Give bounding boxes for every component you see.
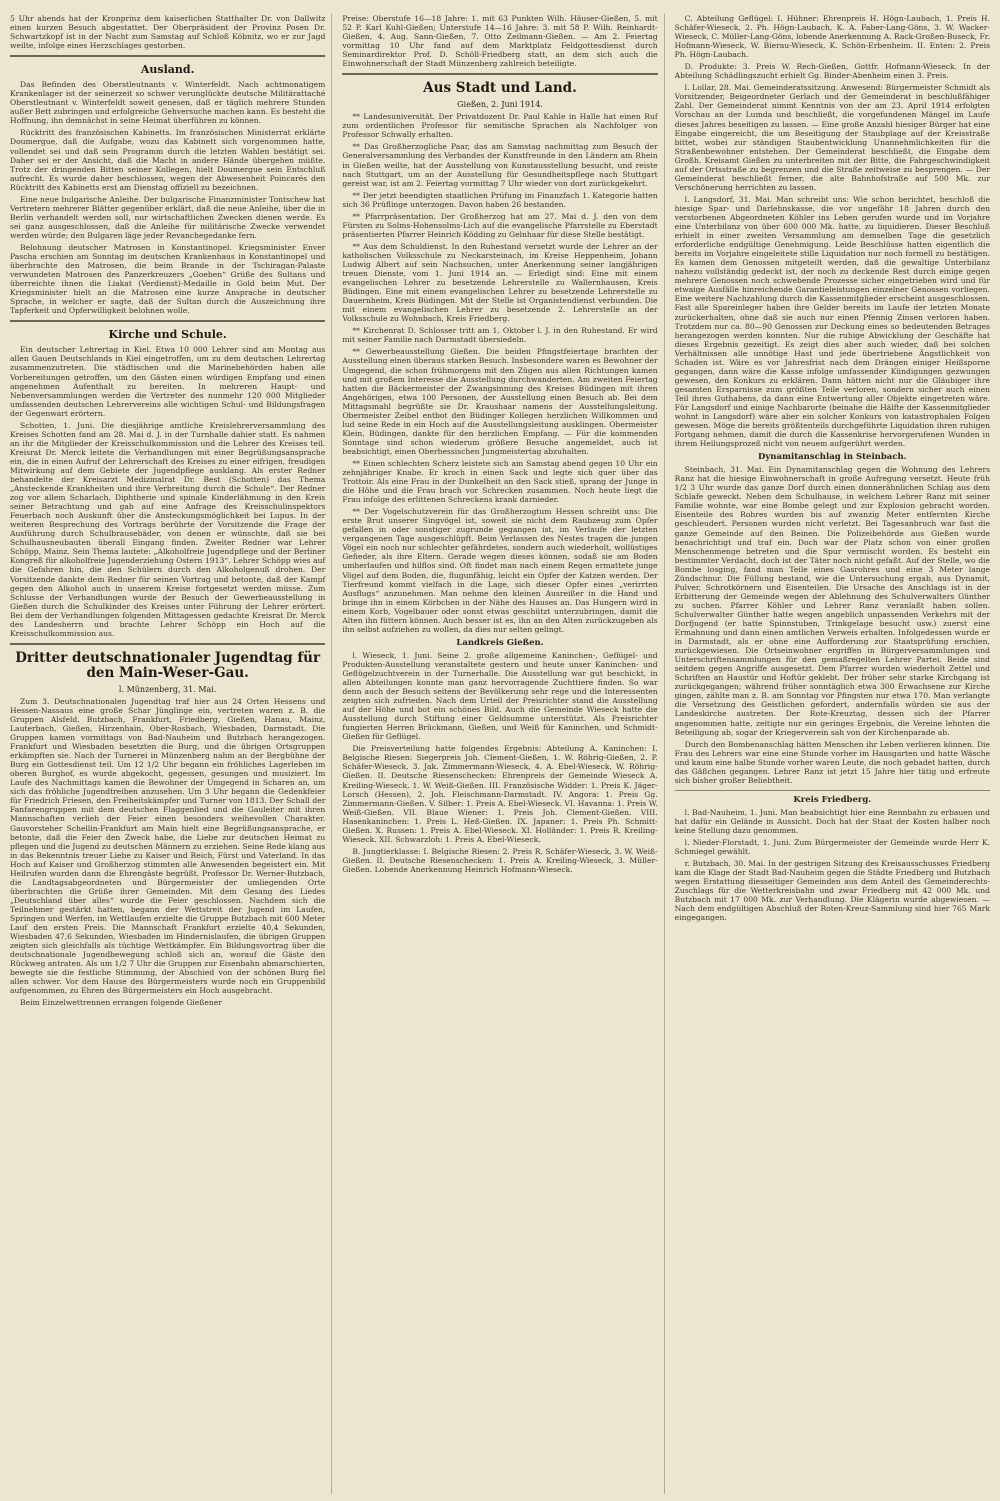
article-paragraph: ** Einen schlechten Scherz leistete sich am Samstag abend gegen 10 Uhr ein zehnjähriger Knabe. Er kroch in einen Sack und legte sich quer über das Trottoir. Als eine Frau in der Dunkelheit an den Sack stieß, sprang der Junge in die Höhe und die Frau brach vor Schrecken zusammen. Noch heute liegt die Frau infolge des erlittenen Schreckens krank darnieder. bbox=[342, 458, 658, 505]
intro-text: 5 Uhr abends hat der Kronprinz dem kaiserlichen Statthalter Dr. von Dallwitz einen kurzen Besuch abgestattet. Der Oberpräsident der Provinz Posen Dr. Schwartzkopf ist in der Nacht zum Samstag auf Schloß Köbnitz, wo er zur Jagd weilte, infolge eines Herzschlages gestorben. bbox=[10, 14, 326, 51]
article-paragraph: ** Der jetzt beendigten staatlichen Prüfung im Finanzfach 1. Kategorie hatten sich 36 Prüflinge unterzogen. Davon haben 26 bestanden. bbox=[342, 190, 658, 209]
article-paragraph: r. Butzbach, 30. Mai. In der gestrigen Sitzung des Kreisausschusses Friedberg kam die Klage der Stadt Bad-Nauheim gegen die Städte Friedberg und Butzbach wegen Erstattung diesseitiger Gemeinden aus dem Anteil des Gemeinderechts-Zuschlags für die Wetterkreisbahn und zwar Friedberg mit 42 000 Mk. und Butzbach mit 17 000 Mk. zur Verhandlung. Die Klägerin wurde abgewiesen. — Nach dem endgültigen Abschluß der Roten-Kreuz-Sammlung sind hier 765 Mark eingegangen. bbox=[674, 859, 990, 923]
article-dateline: l. Münzenberg, 31. Mai. bbox=[118, 684, 217, 694]
article-paragraph: Die Preisverteilung hatte folgendes Ergebnis: Abteilung A. Kaninchen: I. Belgische Riesen: Siegerpreis Joh. Clement-Gießen, 1. W. Röhrig-Gießen, 2. P. Schäfer-Wieseck, 3. Jak. Zimmermann-Wieseck, 4. A. Ebel-Wieseck, W. Röhrig-Gießen. II. Deutsche Riesenschecken: Ehrenpreis der Gemeinde Wieseck A. Kreiling-Wieseck, 1. W. Weiß-Gießen. III. Französische Widder: 1. Preis K. Jäger-Lorsch (Hessen), 2. Joh. Fleischmann-Darmstadt. IV. Angora: 1. Preis Gg. Zimmermann-Gießen. V. Silber: 1. Preis A. Ebel-Wieseck. VI. Havanna: 1. Preis W. Weiß-Gießen. VII. Blaue Wiener: 1. Preis Joh. Clement-Gießen. VIII. Hasenkaninchen: 1. Preis L. Heß-Gießen. IX. Japaner: 1. Preis Ph. Schmitt-Gießen. X. Russen: 1. Preis A. Ebel-Wieseck. XI. Holländer: 1. Preis R. Kreiling-Wieseck. XII. Schwarzloh: 1. Preis A. Ebel-Wieseck. bbox=[342, 744, 658, 844]
article-paragraph: Das Befinden des Oberstleutnants v. Winterfeldt. Nach achtmonatigem Krankenlager ist der seinerzeit so schwer verunglückte deutsche Militärattaché Oberstleutnant v. Winterfeldt soweit genesen, daß er täglich mehrere Stunden außer Bett zubringen und erfolgreiche Gehversuche machen kann. Es besteht die Hoffnung, ihn demnächst in seine Heimat überführen zu können. bbox=[10, 80, 326, 126]
article-paragraph: ** Landesuniversität. Der Privatdozent Dr. Paul Kahle in Halle hat einen Ruf zum ordentlichen Professor für semitische Sprachen als Nachfolger von Professor Schwally erhalten. bbox=[342, 112, 658, 140]
article-paragraph: ** Gewerbeausstellung Gießen. Die beiden Pfingstfeiertage brachten der Ausstellung einen überaus starken Besuch. Insbesondere waren es Bewohner der Umgegend, die schon frühmorgens mit den Zügen aus allen Richtungen kamen und mit großem Interesse die Ausstellung durchwanderten. Am zweiten Feiertag hatten die Bäckermeister der Zwangsinnung des Kreises Büdingen mit ihren Angehörigen, etwa 100 Personen, der Ausstellung einen Besuch ab. Bei dem Mittagsmahl begrüßte sie Dr. Kraushaar namens der Ausstellungsleitung. Obermeister Zeibel entbot den Büdinger Kollegen herzlichen Willkommen und lud seine Rede in ein Hoch auf die Ausstellungsleitung ausklingen. Obermeister Klein, Büdingen, dankte für den herzlichen Empfang. — Für die kommenden Sonntage sind schon wiederum größere Besuche angemeldet, auch ist beabsichtigt, einen Oberhessischen Jungmeistertag abzuhalten. bbox=[342, 347, 658, 456]
article-paragraph: ** Pfarrpräsentation. Der Großherzog hat am 27. Mai d. J. den von dem Fürsten zu Solms-Hohensolms-Lich auf die evangelische Pfarrstelle zu Eberstadt präsentierten Pfarrer Heinrich Ködding zu Gelnhaar für diese Stelle bestätigt. bbox=[342, 211, 658, 239]
article-paragraph: Steinbach, 31. Mai. Ein Dynamitanschlag gegen die Wohnung des Lehrers Ranz hat die hiesige Einwohnerschaft in große Aufregung versetzt. Heute früh 1/2 3 Uhr wurde das ganze Dorf durch einen donnerähnlichen Schlag aus dem Schlafe geweckt. Neben dem Schulhause, in welchem Lehrer Ranz mit seiner Familie wohnte, war eine Bombe gelegt und zur Explosion gebracht worden. Eisenteile des Rohres wurden bis auf zwanzig Meter entfernten Kirche geschleudert. Personen wurden nicht verletzt. Bei Tagesanbruch war fast die ganze Gemeinde auf den Beinen. Die Polizeibehörde aus Gießen wurde benachrichtigt und traf ein. Doch war der Platz schon von einer großen Menschenmenge betreten und die Spur vermischt worden. Es besteht ein bestimmter Verdacht, doch ist der Täter noch nicht gefaßt. Auf der Stelle, wo die Bombe losging, fand man Teile eines Gasrohres und eine 3 Meter lange Zündschnur. Die Füllung bestand, wie die Untersuchung ergab, aus Dynamit, Pulver, Schrotkörnern und Eisenteilen. Die Ursache des Anschlags ist in der Erbitterung der Gemeinde wegen der Ablehnung des Schulverwalters Günther zu suchen. Pfarrer Köhler und Lehrer Ranz veranlaßt haben sollen. Schulverwalter Günther hatte wegen angeblich unpassenden Verkehrs mit der Dorfjugend (er hatte Spinnstuben, Trinkgelage besucht usw.) zuerst eine Ermahnung und dann einen amtlichen Verweis erhalten. Infolgedessen wurde er in Darmstadt, als er ohne eine Aufforderung zur Staatsprüfung erschien, zurückgewiesen. Die Ortseinwohner ergriffen in Bürgerversammlungen und Unterschriftensammlungen für den gemaßregelten Lehrer Partei. Beide sind seitdem gegen Angriffe ausgesetzt. Dem Pfarrer wurden wiederholt Zettel und Schriften an Haustür und Hoftür geklebt. Der früher sehr starke Kirchgang ist zurückgegangen; während früher sonntäglich etwa 300 Erwachsene zur Kirche gingen, zählte man z. B. am Sonntag vor Pfingsten nur etwa 170. Man verlangte die Versetzung des Geistlichen gefordert, andernfalls würden sie aus der Landeskirche austreten. Der Rote-Kreuztag, dessen sich der Pfarrer angenommen hatte, zeitigte nur ein geringes Ergebnis, die Vereine lehnten die Beteiligung ab, sogar der Kriegerverein sah von der Kirchenparade ab. bbox=[674, 465, 990, 737]
article-paragraph: Schotten, 1. Juni. Die diesjährige amtliche Kreislehrerversammlung des Kreises Schotten fand am 28. Mai d. J. in der Turnhalle dahier statt. Es nahmen an ihr die Mitglieder der Kreisschulkommission und die Lehrer des Kreises teil. Kreisrat Dr. Merck leitete die Verhandlungen mit einer Begrüßungsansprache ein, die in einen Aufruf der Lehrerschaft des Kreises zu einer eifrigen, freudigen Mitwirkung auf dem Gebiete der Jugendpflege ausklang. Als erster Redner behandelte der Kreisarzt Medizinalrat Dr. Best (Schotten) das Thema „Ansteckende Krankheiten und ihre Verbreitung durch die Schule“. Der Redner zog vor allem Scharlach, Diphtherie und spinale Kinderlähmung in den Kreis seiner Betrachtung und gab auf eine Anfrage des Kreisschulinspektors Feuerbach noch Auskunft über die Ansteckungsmöglichkeit bei Lupus. In der weiteren Besprechung des Vortrags berührte der Vorsitzende die Frage der Ausführung durch Schulbrausebäder, von denen er wünschte, daß sie bei Schulhausneubauten überall Eingang finden. Zweiter Redner war Lehrer Schöpp, Mainz. Sein Thema lautete: „Alkoholfreie Jugendpflege und der Berliner Kongreß für alkoholfreie Jugenderziehung Ostern 1913“. Lehrer Schöpp wies auf die Gefahren hin, die den Schülern durch den Alkoholgenuß drohen. Der Vorsitzende dankte dem Redner für seinen Vortrag und betonte, daß der Kampf gegen den Alkohol auch in unserem Kreise fortgesetzt werden müsse. Zum Schlusse der Verhandlungen wurde der Besuch der Gewerbeausstellung in Gießen durch die Schulkinder des Kreises unter Führung der Lehrer erörtert. Bei dem der Verhandlungen folgenden Mittagessen gedachte Kreisrat Dr. Merck des Landesherrn und brachte Lehrer Schöpp ein Hoch auf die Kreisschulkommission aus. bbox=[10, 420, 326, 638]
section-heading-jugendtag: Dritter deutschnationaler Jugendtag für den Main-Weser-Gau. bbox=[15, 649, 321, 681]
article-paragraph: Zum 3. Deutschnationalen Jugendtag traf hier aus 24 Orten Hessens und Hessen-Nassaus eine große Schar Jünglinge ein, vertreten waren z. B. die Gruppen Alsfeld, Butzbach, Frankfurt, Friedberg, Gießen, Hanau, Mainz, Lauterbach, Gießen, Hirzenhain, Ober-Rosbach, Wiesbaden, Darmstadt. Die Gruppen kamen vormittags von Bad-Nauheim und Butzbach herangezogen. Frankfurt und Wiesbaden besetzten die Burg, und die übrigen Ortsgruppen erkämpften sie. Nach der Turnerei in Münzenberg nahm an der Bergbühne der Burg ein Gottesdienst teil. Um 12 1/2 Uhr begann ein fröhliches Lagerleben im oberen Burghof, es wurde abgekocht, gegessen, gesungen und musiziert. Im Laufe des Nachmittags kamen die Bewohner der Umgegend in Scharen an, um sich das fröhliche Jugendtreiben anzusehen. Um 3 Uhr begann die Gedenkfeier für Friedrich Friesen, den Freiheitskämpfer und Turner von 1813. Der Schall der Fanfarengruppen mit dem deutschen Flaggenlied und die Gauleiter mit ihren Mannschaften verlieh der Feier einen besonders weihevollen Charakter. Gauvorsteher Schellin-Frankfurt am Main hielt eine Begrüßungsansprache, er betonte, daß die Feier den Zweck habe, die Liebe zur deutschen Heimat zu pflegen und die Jugend zu deutschen Männern zu erziehen. Seine Rede klang aus in das Bekenntnis treuer Liebe zu Kaiser und Reich, Fürst und Vaterland. In das Hoch auf Kaiser und Großherzog stimmten alle Anwesenden begeistert ein. Mit Heilrufen wurden dann die Ehrengäste begrüßt. Professor Dr. Werner-Butzbach, die Landtagsabgeordneten und Bürgermeister der umliegenden Orte überbrachten die Grüße ihrer Gemeinden. Mit dem Gesang des Liedes „Deutschland über alles“ wurde die Feier geschlossen. Nachdem sich die Teilnehmer gestärkt hatten, begann der Wettstreit der Jugend im Laufen, Springen und Werfen, im Wettlaufen erzielte die Gruppe Butzbach mit 600 Meter Lauf den ersten Preis. Die Mannschaft Frankfurt erzielte 40,4 Sekunden, Wiesbaden 47,6 Sekunden, Wiesbaden im Hindernislaufen, die übrigen Gruppen zeigten sich gleichfalls als tüchtige Wettkämpfer. Ein Bildungsvortrag über die deutschnationale Jugendbewegung schloß sich an, worauf die Gäste den Rückweg antraten. Als um 1/2 7 Uhr die Gruppen zur Eisenbahn abmarschierten, bewegte sie die festliche Stimmung, der Abschied von der schönen Burg fiel allen schwer. Vor dem Hause des Bürgermeisters wurde noch ein Gruppenbild aufgenommen, zu Ehren des Bürgermeisters ein Hoch ausgebracht. bbox=[10, 696, 326, 996]
article-dateline: Gießen, 2. Juni 1914. bbox=[457, 100, 543, 110]
article-paragraph: D. Produkte: 3. Preis W. Rech-Gießen, Gottfr. Hofmann-Wieseck. In der Abteilung Schädlingszucht erhielt Gg. Binder-Abenheim einen 3. Preis. bbox=[674, 62, 990, 81]
article-paragraph: l. Nieder-Florstadt, 1. Juni. Zum Bürgermeister der Gemeinde wurde Herr K. Schmiegel gewählt. bbox=[674, 837, 990, 857]
article-paragraph: l. Langsdorf, 31. Mai. Man schreibt uns: Wie schon berichtet, beschloß die hiesige Spar- und Darlehnskasse, die vor ungefähr 18 Jahren durch den verstorbenen Abgeordneten Köhler ins Leben gerufen wurde und im Vorjahre eine Unterbilanz von über 600 000 Mk. hatte, zu liquidieren. Dieser Beschluß erhielt in einer zweiten Versammlung am demselben Tage die gesetzlich erforderliche endgültige Genehmigung. Leide Beschlüsse hatten eigentlich die bereits im Vorjahre eingeleitete stille Liquidation nur noch formell zu bestätigen. Es kamen dem Genossen mitgeteilt werden, daß die gewaltige Unterbilanz nahezu vollständig gedeckt ist, der noch zu deckende Rest durch einige gegen mehrere Genossen noch schwebende Prozesse sicher eingetrieben wird und für etwaige Ausfälle hinreichende Garantieleistungen einzelner Genossen vorliegen. Eine weitere Nachzahlung durch die Kassenmitglieder erscheint ausgeschlossen. Fast alle Spareinleger haben ihre Gelder bereits im Laufe der letzten Monate zurückerhalten, ohne daß sie auch nur einen Pfennig Zinsen verloren haben. Trotzdem nur ca. 80—90 Genossen zur Deckung eines so bedeutenden Betrages herangezogen werden konnten. Nur die ruhige Abwicklung der Geschäfte hat dieses Ergebnis gezeitigt. Es zeigt dies aber auch wieder, daß bei solchen Verhältnissen alle unnötige Hast und jede übertriebene Ängstlichkeit von Schaden ist. Wäre es vor Jahresfrist nach dem Drängen einiger Heißsporne gegangen, dann wäre die Kasse infolge umfassender Kündigungen gezwungen gewesen, den Konkurs zu erklären. Dann hätten nicht nur die Gläubiger ihre gesamten Ersparnisse zum größten Teile verloren, sondern sicher auch einen Teil ihres Guthabens, da dann eine Entwertung aller Objekte eingetreten wäre. Für Langsdorf und einige Nachbarorte (beinahe die Hälfte der Kassenmitglieder wohnt in Langsdorf) wäre aber ein solcher Konkurs von katastrophalen Folgen gewesen. Möge die bereits größtenteils durchgeführte Liquidation ihren ruhigen Fortgang nehmen, damit die durch die Kassenkrise hervorgerufenen Wunden in ihrem Heilungsprozeß nicht von neuem aufgerührt werden. bbox=[674, 194, 990, 449]
article-paragraph: ** Der Vogelschutzverein für das Großherzogtum Hessen schreibt uns: Die erste Brut unserer Singvögel ist, soweit sie nicht dem Raubzeug zum Opfer gefallen in oder sonstiger zugrunde gegangen ist, im Verlaufe der letzten vergangenen Tage ausgeschlüpft. Beim Verlassen des Nestes tragen die jungen Vögel ein noch nur schlechter gefährdetes, sondern auch wiederholt, wollüstiges Gefieder, als ihre Eltern. Gerade wegen dieses können, sodaß sie am Boden umherlaufen und hilflos sind. Oft findet man nach einem Regen ermattete junge Vögel auf dem Boden, die, flugunfähig, leicht ein Opfer der Katzen werden. Der Tierfreund kommt vielfach in die Lage, sich dieser Opfer eines „verirrten Ausflugs“ anzunehmen. Man nehme den kleinen Ausreißer in die Hand und bringe ihn in einem Körbchen in der Nähe des Hauses an. Das Hungern wird in einem Korb, Vogelbauer oder sonst etwas geschützt unterzubringen, damit die Alten ihn füttern können. Auch besser ist es, ihn an den Alten zurückzugeben als ihn selbst aufziehen zu wollen, da dies nur selten gelingt. bbox=[342, 507, 658, 634]
article-paragraph: B. Jungtierklasse: I. Belgische Riesen: 2. Preis R. Schäfer-Wieseck, 3. W. Weiß-Gießen. II. Deutsche Riesenschecken: 1. Preis A. Kreiling-Wieseck, 3. Müller-Gießen. Lobende Anerkennung Heinrich Hofmann-Wieseck. bbox=[342, 846, 658, 874]
section-heading-ausland: Ausland. bbox=[140, 63, 195, 77]
section-rule bbox=[10, 320, 325, 322]
article-paragraph: C. Abteilung Geflügel: I. Hühner: Ehrenpreis H. Högn-Laubach, 1. Preis H. Schäfer-Wieseck, 2. Ph. Högn-Laubach, K. A. Faber-Lang-Göns, 3. W. Wacker-Wieseck, C. Müller-Lang-Göns, lobende Anerkennung A. Rack-Großen-Buseck, Fr. Hofmann-Wieseck, W. Bierau-Wieseck, K. Schön-Erbenheim. II. Enten: 2. Preis Ph. Högn-Laubach. bbox=[674, 14, 990, 60]
article-paragraph: Ein deutscher Lehrertag in Kiel. Etwa 10 000 Lehrer sind am Montag aus allen Gauen Deutschlands in Kiel eingetroffen, um zu dem deutschen Lehrertag zusammenzutreten. Die städtischen und die Marinebehörden haben alle Vorbereitungen getroffen, um den Gästen einen würdigen Empfang und einen angenehmen Aufenthalt zu bereiten. In mehreren Haupt- und Nebenversammlungen werden die Vertreter des nunmehr 120 000 Mitglieder umfassenden deutschen Lehrervereins alle wichtigen Schul- und Bildungsfragen der Gegenwart erörtern. bbox=[10, 345, 326, 418]
article-paragraph: l. Lollar, 28. Mai. Gemeinderatssitzung. Anwesend: Bürgermeister Schmidt als Vorsitzender, Beigeordneter Gerlach und der Gemeinderat in beschlußfähiger Zahl. Der Gemeinderat nimmt Kenntnis von der am 23. April 1914 erfolgten Vorschau an der Lumda und beschließt, die vorgefundenen Mängel im Laufe dieses Jahres beseitigen zu lassen. — Eine große Anzahl hiesiger Bürger hat eine Eingabe eingereicht, die um Beseitigung der Staubplage auf der Kreisstraße bittet, wobei zur ständigen Staubentwicklung Unannehmlichkeiten für die Straßenbewohner entstehen. Der Gemeinderat beschließt, die Eingabe dem Großh. Kreisamt Gießen zu unterbreiten mit der Bitte, die Fahrgeschwindigkeit auf der Ortsstraße zu begrenzen und die Straße zeitweise zu besprengen. — Der Gemeinderat beschließt ferner, die alte Bahnhofstraße auf 500 Mk. zur Verschönerung herrichten zu lassen. bbox=[674, 83, 990, 192]
article-paragraph: ** Das Großherzogliche Paar, das am Samstag nachmittag zum Besuch der Generalversammlung des Verbandes der Kunstfreunde in den Ländern am Rhein in Gießen weilte, hat der Ausstellung von Kunstausstellung besucht, und reiste nach Stuttgart, um an der Ausstellung für Gesundheitspflege nach Stuttgart gereist war, ist am 2. Feiertag vormittag 7 Uhr wieder von dort zurückgekehrt. bbox=[342, 142, 658, 188]
article-paragraph: l. Wieseck, 1. Juni. Seine 2. große allgemeine Kaninchen-, Geflügel- und Produkten-Ausstellung veranstaltete gestern und heute unser Kaninchen- und Geflügelzuchtverein in der Turnerhalle. Die Ausstellung war gut beschickt, in allen Abteilungen konnte man ganz hervorragende Zuchttiere finden. So war denn auch der Besuch seitens der Bevölkerung sehr rege und die Interessenten zeigten sich zufrieden. Nach dem Urteil der Preisrichter stand die Ausstellung auf der Höhe und bot ein schönes Bild. Auch die Gemeinde Wieseck hatte die Ausstellung durch Stiftung einer Geldsumme unterstützt. Als Preisrichter fungierten Herren Brückmann, Gießen, und Weiß für Kaninchen, und Schmidt-Gießen für Geflügel. bbox=[342, 650, 658, 742]
intro-text: Preise: Oberstufe 16—18 Jahre: 1. mit 63 Punkten Wilh. Häuser-Gießen, 5. mit 52 P. Karl Kuhl-Gießen; Unterstufe 14—16 Jahre: 3. mit 58 P. Wilh. Reinhardt-Gießen, 4. Aug. Sann-Gießen, 7. Otto Zeilmann-Gießen. — Am 2. Feiertag vormittag 10 Uhr fand auf dem Marktplatz Feldgottesdienst durch Seminardirektor Prof. D. Schöll-Friedberg statt, an dem sich auch die Einwohnerschaft der Stadt Münzenberg zahlreich beteiligte. bbox=[342, 14, 658, 69]
subsection-heading-landkreis: Landkreis Gießen. bbox=[456, 637, 544, 648]
article-paragraph: Eine neue bulgarische Anleihe. Der bulgarische Finanzminister Tontschew hat Vertretern mehrerer Blätter gegenüber erklärt, daß die neue Anleihe, über die in Berlin verhandelt werden soll, nur wirtschaftlichen Zwecken dienen werde. Es sei ganz ausgeschlossen, daß die Anleihe für militärische Zwecke verwendet werden würde; den Bulgaren läge jeder Revanchegedanke fern. bbox=[10, 194, 326, 240]
section-rule bbox=[675, 790, 990, 791]
article-paragraph: ** Aus dem Schuldienst. In den Ruhestand versetzt wurde der Lehrer an der katholischen Volksschule zu Neckarsteinach, im Kreise Heppenheim, Johann Ludwig Albert auf sein Nachsuchen, unter Anerkennung seiner langjährigen treuen Dienste, vom 1. Juni 1914 an. — Erledigt sind: Eine mit einem evangelischen Lehrer zu besetzende Lehrerstelle zu Wallernhausen, Kreis Büdingen. Eine mit einem evangelischen Lehrer zu besetzende Lehrerstelle zu Dauernheim, Kreis Büdingen. Mit der Stelle ist Organistendienst verbunden. Die mit einem evangelischen Lehrer zu besetzende 2. Lehrerstelle an der Volksschule zu Wohnbach, Kreis Friedberg. bbox=[342, 241, 658, 324]
section-heading-stadt: Aus Stadt und Land. bbox=[423, 80, 577, 97]
article-paragraph: l. Bad-Nauheim, 1. Juni. Man beabsichtigt hier eine Rennbahn zu erbauen und hat dafür ein Gelände in Aussicht. Doch hat der Staat der Kosten halber noch keine Stellung dazu genommen. bbox=[674, 807, 990, 835]
article-paragraph: Belohnung deutscher Matrosen in Konstantinopel. Kriegsminister Enver Pascha erschien am Sonntag im deutschen Krankenhaus in Konstantinopel und überbrachte den Matrosen, die beim Brande in der Tschiragan-Palaste verwundeten Matrosen des Panzerkreuzers „Goeben“ Grüße des Sultans und überreichte ihnen die Liakat (Verdienst)-Medaille in Gold beim Mut. Der Kriegsminister hielt an die Matrosen eine kurze Ansprache in deutscher Sprache, in welcher er sagte, daß der Sultan durch die Auszeichnung ihre Tapferkeit und Opferwilligkeit belohnen wolle. bbox=[10, 242, 326, 316]
subsection-heading-dynamit: Dynamitanschlag in Steinbach. bbox=[758, 452, 907, 463]
section-heading-kirche: Kirche und Schule. bbox=[108, 328, 227, 342]
section-rule bbox=[10, 55, 325, 57]
section-rule bbox=[342, 73, 657, 75]
column-3 bbox=[675, 14, 990, 1494]
column-2 bbox=[342, 14, 664, 1494]
column-1 bbox=[10, 14, 332, 1494]
article-paragraph: Beim Einzelwettrennen errangen folgende Gießener bbox=[20, 998, 222, 1008]
article-paragraph: Rücktritt des französischen Kabinetts. Im französischen Ministerrat erklärte Doumergue, daß die Aufgabe, wozu das Kabinett sich vorgenommen hatte, vollendet sei und daß sein Programm durch die letzten Wahlen bestätigt sei. Daher sei er der Ansicht, daß die Macht in andere Hände übergehen müßte. Trotz der dringenden Bitten seiner Kollegen, hielt Doumergue sein Entschluß aufrecht. Es wurde daher beschlossen, wegen der Abwesenheit Poincarés den Rücktritt des Kabinetts erst am Dienstag offiziell zu bezeichnen. bbox=[10, 128, 326, 192]
article-paragraph: Durch den Bombenanschlag hätten Menschen ihr Leben verlieren können. Die Frau des Lehrers war eine eine Stunde vorher im Hausgarten und hatte Wäsche und kaum eine halbe Stunde vorher waren Leute, die noch gebadet hatten, durch das Gäßchen gegangen. Lehrer Ranz ist jetzt 15 Jahre hier tätig und erfreute sich bisher großer Beliebtheit. bbox=[674, 739, 990, 785]
article-paragraph: ** Kirchenrat D. Schlosser tritt am 1. Oktober l. J. in den Ruhestand. Er wird mit seiner Familie nach Darmstadt übersiedeln. bbox=[342, 326, 658, 345]
section-rule bbox=[10, 643, 325, 645]
subsection-heading-friedberg: Kreis Friedberg. bbox=[793, 794, 872, 805]
